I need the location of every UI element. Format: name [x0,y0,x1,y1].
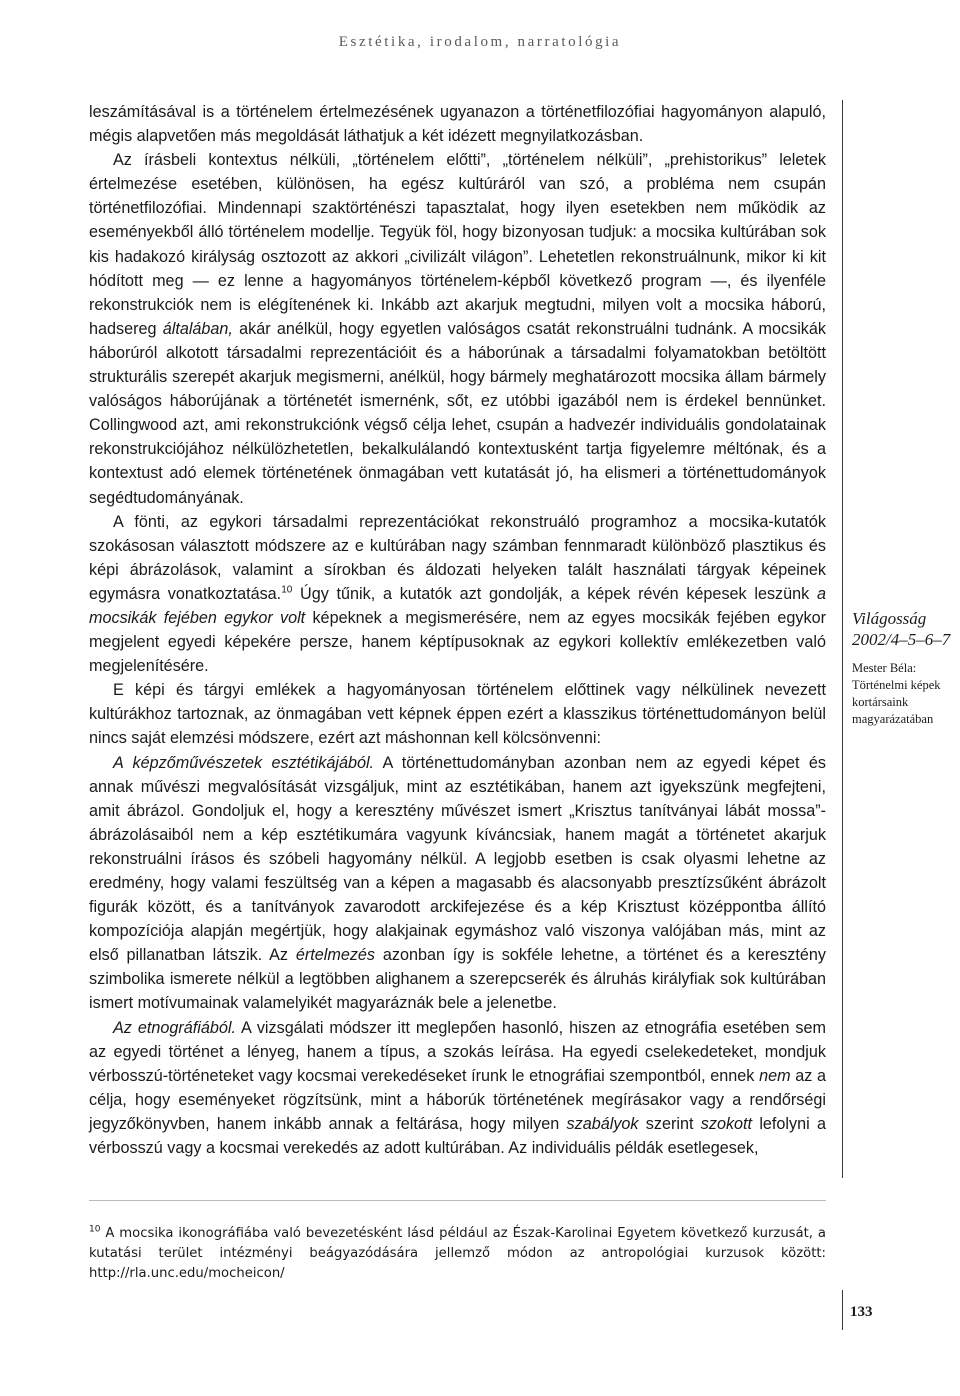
body-text [89,100,826,1160]
footnote-divider [89,1200,826,1201]
paragraph: E képi és tárgyi emlékek a hagyományosan történelem előttinek vagy nélkülinek nevezett kultúrákhoz tartoznak, az önmagában vett képnek éppen ezért a klasszikus történettudományon belül nincs saját elemzési módszere, ezért azt máshonnan kell kölcsönvenni: [89,681,826,748]
journal-issue: 2002/4–5–6–7 [852,630,951,649]
paragraph: A fönti, az egykori társadalmi reprezentációkat rekonstruáló programhoz a mocsika-kutatók szokásosan választott módszere az e kultúrában nagy számban fennmaradt különböző plasztikus és képi ábrázolások, valamint a sírokban és áldozati helyeken talált használati tárgyak képeinek egymásra vonatkoztatása.$^{10}$ Úgy tűnik, a kutatók azt gondolják, a képek révén képesek leszünk a mocsikák fejében egykor volt képeknek a megismerésére, nem az egyes mocsikák fejében egykor megjelent egyedi képekére persze, hanem képtípusoknak az egykori kollektív emlékezetben való megjelenítésére. [89,512,826,676]
margin-rule [842,100,843,1178]
footnote-ref: 10 [281,584,293,596]
margin-note [852,608,960,728]
paragraph: Az etnográfiából. A vizsgálati módszer itt meglepően hasonló, hiszen az etnográfia esetében sem az egyedi történet a lényeg, hanem a típus, a szokás leírása. Ha egyedi cselekedeteket, mondjuk vérbosszú-történeteket vagy kocsmai verekedéseket írunk le etnográfiai szempontból, ennek nem az a célja, hogy eseményeket rögzítsünk, mint a háborúk történetének megírásakor vagy a rendőrségi jegyzőkönyvben, hanem inkább annak a feltárása, hogy milyen szabályok szerint szokott lefolyni a vérbosszú vagy a kocsmai verekedés az adott kultúrában. Az individuális példák esetlegesek, [89,1018,826,1158]
article-author: Mester Béla: [852,661,917,675]
page-number-rule [842,1290,843,1330]
article-title: Történelmi képek kortársaink magyarázatában [852,678,941,726]
footnote [89,1224,826,1284]
footnote-number: 10 [89,1224,101,1235]
paragraph: Az írásbeli kontextus nélküli, „történelem előtti”, „történelem nélküli”, „prehistorikus” leletek értelmezése esetében, különösen, ha egész kultúráról van szó, a probléma nem csupán történetfilozófiai. Mindennapi szaktörténészi tapasztalat, hogy ilyen esetekben nem működik az eseményekből álló történelem modellje. Tegyük föl, hogy bizonyosan tudjuk: a mocsika kultúrában sok kis hadakozó királyság osztozott az akkori „civilizált világon”. Lehetetlen rekonstruálnunk, mikor ki kit hódított meg — ez lenne a hagyományos történelem-képből következő program —, és ilyenféle rekonstrukciók nem is elégítenének ki. Inkább azt akarjuk megtudni, milyen volt a mocsika háború, hadsereg általában, akár anélkül, hogy egyetlen valóságos csatát rekonstruálni tudnánk. A mocsikák háborúról alkotott társadalmi reprezentációit és a háborúnak a társadalmi folyamatokban betöltött strukturális szerepét akarjuk megismerni, anélkül, hogy bármely meghatározott mocsika állam bármely valóságos háborújának a történetét ismernénk, sőt, ez utóbbi igazából nem is érdekel bennünket. Collingwood azt, ami rekonstrukciónk végső célja lehet, csupán a hadvezér individuális gondolatainak rekonstrukciójához nélkülözhetetlen, bekalkulálandó kontextusként tartja figyelemre méltónak, és a kontextust adó elemek történetének önmagában vett kutatását jó, ha elismeri a történettudományok segédtudományának. [89,151,826,507]
journal-name: Világosság [852,609,927,628]
page-number: 133 [850,1304,873,1320]
footnote-text: A mocsika ikonográfiába való bevezetésként lásd például az Észak-Karolinai Egyetem következő kurzusát, a kutatási terület intézményi beágyazódására jellemző módon az antropológiai kurzusok között: http://rla.unc.edu/mocheicon/ [89,1226,826,1281]
paragraph: A képzőművészetek esztétikájából. A történettudományban azonban nem az egyedi képet és annak művészi megvalósítását vizsgáljuk, mint az esztétikában, hanem azt igyekszünk megfejteni, amit ábrázol. Gondoljuk el, hogy a keresztény művészet ismert „Krisztus tanítványai lábát mossa”-ábrázolásaiból nem a kép esztétikumára vagyunk kíváncsiak, hanem magát a történetet akarjuk rekonstruálni írásos és szóbeli hagyomány nélkül. A legjobb esetben is csak olyasmi lehetne az eredmény, hogy valami feszültség van a képen a magasabb és alacsonyabb presztízsűként ábrázolt figurák között, és a tanítványok zavarodott arckifejezése és a kép Krisztust középpontba állító kompozíciója alapján megértjük, hogy alakjainak egymáshoz való viszonya valójában más, mint az első pillanatban látszik. Az értelmezés azonban így is sokféle lehetne, a történet és a keresztény szimbolika ismerete nélkül a legtöbben alighanem a szerepcserék és álruhás királyfiak sok kultúrában ismert motívumainak valamelyikét magyaráznák bele a jelenetbe. [89,753,826,1013]
paragraph: leszámításával is a történelem értelmezésének ugyanazon a történetfilozófiai hagyományon alapuló, mégis alapvetően más megoldását láthatjuk a két idézett megnyilatkozásban. [89,103,826,146]
running-header: Esztétika, irodalom, narratológia [338,34,622,50]
